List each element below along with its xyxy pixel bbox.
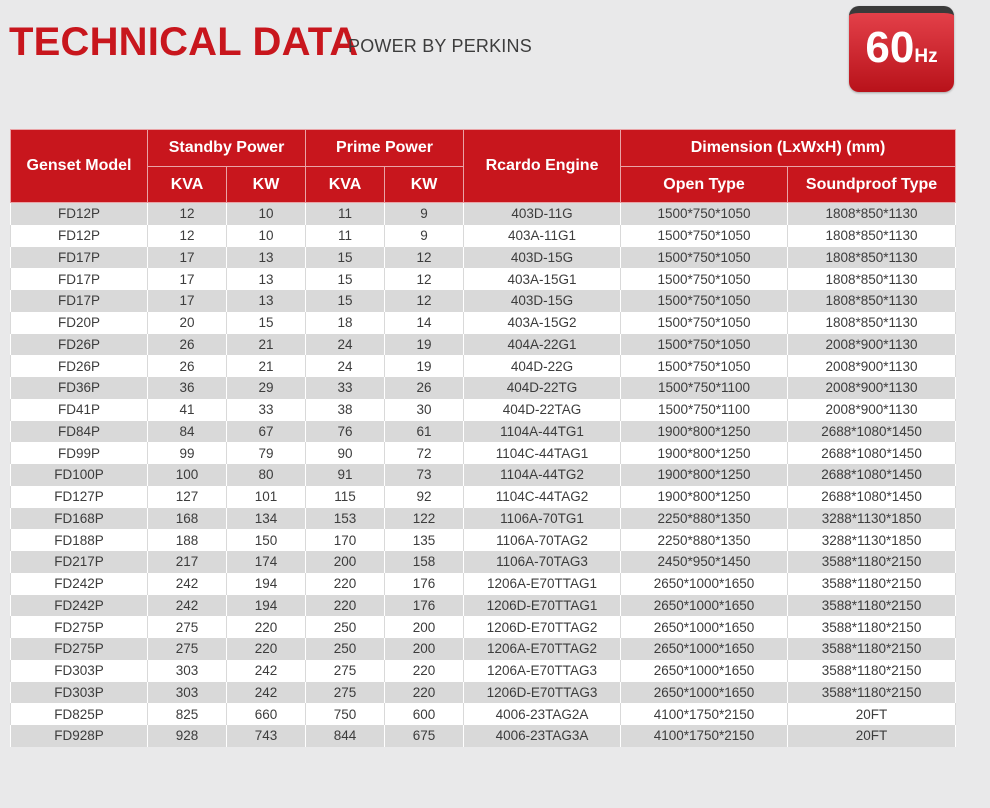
header-genset-model: Genset Model <box>11 130 148 203</box>
table-row <box>11 312 956 334</box>
cell-prime-kw: 92 <box>385 486 464 508</box>
cell-open-type: 1500*750*1050 <box>621 247 788 269</box>
cell-standby-kw: 29 <box>227 377 306 399</box>
cell-engine: 1106A-70TAG3 <box>464 551 621 573</box>
cell-standby-kw: 220 <box>227 616 306 638</box>
badge-number: 60 <box>865 23 915 72</box>
technical-data-table <box>10 129 956 747</box>
cell-prime-kva: 275 <box>306 682 385 704</box>
cell-standby-kva: 12 <box>148 225 227 247</box>
cell-open-type: 1500*750*1050 <box>621 312 788 334</box>
cell-model: FD41P <box>11 399 148 421</box>
cell-engine: 1104A-44TG2 <box>464 464 621 486</box>
cell-model: FD928P <box>11 725 148 747</box>
header-standby-kva: KVA <box>148 167 227 203</box>
cell-open-type: 1500*750*1050 <box>621 334 788 356</box>
cell-model: FD303P <box>11 682 148 704</box>
cell-prime-kw: 135 <box>385 529 464 551</box>
cell-open-type: 1900*800*1250 <box>621 486 788 508</box>
cell-engine: 403D-15G <box>464 290 621 312</box>
cell-open-type: 2450*950*1450 <box>621 551 788 573</box>
table-row <box>11 682 956 704</box>
cell-standby-kva: 20 <box>148 312 227 334</box>
cell-prime-kva: 844 <box>306 725 385 747</box>
cell-model: FD168P <box>11 508 148 530</box>
cell-engine: 404D-22TG <box>464 377 621 399</box>
cell-prime-kw: 30 <box>385 399 464 421</box>
cell-prime-kva: 750 <box>306 703 385 725</box>
cell-standby-kw: 13 <box>227 247 306 269</box>
cell-soundproof-type: 2688*1080*1450 <box>788 421 956 443</box>
cell-soundproof-type: 1808*850*1130 <box>788 247 956 269</box>
cell-standby-kw: 220 <box>227 638 306 660</box>
header-open-type: Open Type <box>621 167 788 203</box>
cell-open-type: 1500*750*1050 <box>621 290 788 312</box>
cell-standby-kva: 99 <box>148 442 227 464</box>
cell-model: FD217P <box>11 551 148 573</box>
cell-prime-kw: 600 <box>385 703 464 725</box>
cell-prime-kw: 26 <box>385 377 464 399</box>
cell-model: FD100P <box>11 464 148 486</box>
cell-soundproof-type: 3588*1180*2150 <box>788 573 956 595</box>
cell-model: FD303P <box>11 660 148 682</box>
cell-open-type: 2650*1000*1650 <box>621 616 788 638</box>
cell-model: FD242P <box>11 573 148 595</box>
table-row <box>11 529 956 551</box>
cell-model: FD12P <box>11 225 148 247</box>
cell-model: FD825P <box>11 703 148 725</box>
cell-standby-kw: 21 <box>227 355 306 377</box>
cell-standby-kw: 134 <box>227 508 306 530</box>
cell-engine: 403D-15G <box>464 247 621 269</box>
cell-prime-kw: 9 <box>385 225 464 247</box>
cell-standby-kva: 825 <box>148 703 227 725</box>
cell-prime-kva: 76 <box>306 421 385 443</box>
cell-model: FD17P <box>11 268 148 290</box>
cell-standby-kva: 303 <box>148 682 227 704</box>
cell-engine: 4006-23TAG3A <box>464 725 621 747</box>
cell-standby-kva: 242 <box>148 595 227 617</box>
table-row <box>11 377 956 399</box>
cell-model: FD26P <box>11 355 148 377</box>
cell-standby-kw: 13 <box>227 268 306 290</box>
cell-standby-kva: 928 <box>148 725 227 747</box>
cell-soundproof-type: 20FT <box>788 725 956 747</box>
cell-standby-kw: 80 <box>227 464 306 486</box>
cell-open-type: 2650*1000*1650 <box>621 682 788 704</box>
cell-standby-kva: 12 <box>148 203 227 225</box>
cell-standby-kw: 15 <box>227 312 306 334</box>
cell-prime-kw: 12 <box>385 290 464 312</box>
cell-soundproof-type: 2688*1080*1450 <box>788 464 956 486</box>
header-standby-kw: KW <box>227 167 306 203</box>
cell-standby-kva: 127 <box>148 486 227 508</box>
cell-standby-kw: 10 <box>227 203 306 225</box>
cell-soundproof-type: 3588*1180*2150 <box>788 682 956 704</box>
header-prime-kw: KW <box>385 167 464 203</box>
cell-standby-kva: 275 <box>148 616 227 638</box>
cell-standby-kw: 660 <box>227 703 306 725</box>
cell-standby-kva: 217 <box>148 551 227 573</box>
cell-soundproof-type: 1808*850*1130 <box>788 290 956 312</box>
table-row <box>11 703 956 725</box>
cell-standby-kw: 242 <box>227 682 306 704</box>
cell-standby-kva: 17 <box>148 247 227 269</box>
cell-prime-kw: 200 <box>385 616 464 638</box>
cell-soundproof-type: 1808*850*1130 <box>788 312 956 334</box>
cell-model: FD275P <box>11 616 148 638</box>
header-engine: Rcardo Engine <box>464 130 621 203</box>
cell-soundproof-type: 3588*1180*2150 <box>788 638 956 660</box>
cell-model: FD242P <box>11 595 148 617</box>
cell-model: FD12P <box>11 203 148 225</box>
cell-model: FD127P <box>11 486 148 508</box>
cell-open-type: 1500*750*1100 <box>621 377 788 399</box>
cell-engine: 1206D-E70TTAG1 <box>464 595 621 617</box>
cell-engine: 404A-22G1 <box>464 334 621 356</box>
cell-standby-kw: 13 <box>227 290 306 312</box>
cell-soundproof-type: 1808*850*1130 <box>788 268 956 290</box>
cell-soundproof-type: 2688*1080*1450 <box>788 442 956 464</box>
cell-soundproof-type: 2008*900*1130 <box>788 355 956 377</box>
table-row <box>11 508 956 530</box>
cell-prime-kw: 176 <box>385 595 464 617</box>
cell-prime-kw: 72 <box>385 442 464 464</box>
cell-prime-kva: 250 <box>306 616 385 638</box>
cell-engine: 1206A-E70TTAG1 <box>464 573 621 595</box>
cell-model: FD84P <box>11 421 148 443</box>
table-body <box>11 203 956 747</box>
cell-engine: 1104A-44TG1 <box>464 421 621 443</box>
cell-soundproof-type: 1808*850*1130 <box>788 203 956 225</box>
cell-model: FD275P <box>11 638 148 660</box>
cell-prime-kva: 115 <box>306 486 385 508</box>
cell-model: FD17P <box>11 247 148 269</box>
cell-engine: 403A-15G1 <box>464 268 621 290</box>
cell-soundproof-type: 2008*900*1130 <box>788 334 956 356</box>
cell-engine: 403A-15G2 <box>464 312 621 334</box>
table-row <box>11 595 956 617</box>
cell-soundproof-type: 3588*1180*2150 <box>788 616 956 638</box>
cell-prime-kw: 158 <box>385 551 464 573</box>
cell-standby-kw: 33 <box>227 399 306 421</box>
cell-open-type: 2250*880*1350 <box>621 508 788 530</box>
page-title: TECHNICAL DATA <box>9 20 359 64</box>
cell-engine: 1104C-44TAG1 <box>464 442 621 464</box>
table-row <box>11 551 956 573</box>
header-prime-power: Prime Power <box>306 130 464 167</box>
cell-standby-kva: 242 <box>148 573 227 595</box>
cell-engine: 1206D-E70TTAG2 <box>464 616 621 638</box>
cell-engine: 404D-22TAG <box>464 399 621 421</box>
cell-standby-kw: 242 <box>227 660 306 682</box>
cell-standby-kw: 194 <box>227 573 306 595</box>
cell-standby-kw: 101 <box>227 486 306 508</box>
cell-model: FD20P <box>11 312 148 334</box>
cell-prime-kva: 220 <box>306 573 385 595</box>
cell-prime-kw: 220 <box>385 660 464 682</box>
cell-prime-kva: 153 <box>306 508 385 530</box>
header-soundproof-type: Soundproof Type <box>788 167 956 203</box>
cell-prime-kw: 19 <box>385 334 464 356</box>
table-row <box>11 268 956 290</box>
cell-engine: 1206A-E70TTAG2 <box>464 638 621 660</box>
table-row <box>11 616 956 638</box>
cell-standby-kw: 10 <box>227 225 306 247</box>
cell-model: FD188P <box>11 529 148 551</box>
cell-soundproof-type: 3588*1180*2150 <box>788 551 956 573</box>
cell-prime-kva: 24 <box>306 355 385 377</box>
cell-prime-kw: 14 <box>385 312 464 334</box>
cell-prime-kw: 176 <box>385 573 464 595</box>
cell-prime-kva: 18 <box>306 312 385 334</box>
cell-prime-kw: 675 <box>385 725 464 747</box>
cell-prime-kw: 9 <box>385 203 464 225</box>
cell-model: FD36P <box>11 377 148 399</box>
table-row <box>11 725 956 747</box>
frequency-badge <box>849 6 954 92</box>
table-row <box>11 225 956 247</box>
cell-prime-kva: 250 <box>306 638 385 660</box>
cell-open-type: 2650*1000*1650 <box>621 595 788 617</box>
cell-standby-kva: 100 <box>148 464 227 486</box>
cell-model: FD26P <box>11 334 148 356</box>
header-prime-kva: KVA <box>306 167 385 203</box>
cell-open-type: 4100*1750*2150 <box>621 703 788 725</box>
cell-prime-kw: 122 <box>385 508 464 530</box>
cell-soundproof-type: 3588*1180*2150 <box>788 660 956 682</box>
cell-prime-kw: 220 <box>385 682 464 704</box>
cell-standby-kw: 67 <box>227 421 306 443</box>
cell-prime-kva: 38 <box>306 399 385 421</box>
cell-engine: 403D-11G <box>464 203 621 225</box>
cell-open-type: 1900*800*1250 <box>621 442 788 464</box>
cell-soundproof-type: 3288*1130*1850 <box>788 508 956 530</box>
cell-prime-kw: 12 <box>385 268 464 290</box>
cell-standby-kw: 150 <box>227 529 306 551</box>
cell-open-type: 1500*750*1050 <box>621 203 788 225</box>
cell-engine: 404D-22G <box>464 355 621 377</box>
cell-soundproof-type: 3288*1130*1850 <box>788 529 956 551</box>
table-row <box>11 247 956 269</box>
table-row <box>11 573 956 595</box>
cell-standby-kva: 168 <box>148 508 227 530</box>
cell-prime-kva: 91 <box>306 464 385 486</box>
cell-open-type: 4100*1750*2150 <box>621 725 788 747</box>
cell-standby-kw: 21 <box>227 334 306 356</box>
cell-standby-kva: 275 <box>148 638 227 660</box>
table-row <box>11 421 956 443</box>
cell-standby-kva: 188 <box>148 529 227 551</box>
cell-standby-kva: 84 <box>148 421 227 443</box>
cell-open-type: 1500*750*1050 <box>621 355 788 377</box>
cell-engine: 1106A-70TG1 <box>464 508 621 530</box>
cell-prime-kva: 200 <box>306 551 385 573</box>
cell-soundproof-type: 2688*1080*1450 <box>788 486 956 508</box>
badge-unit: Hz <box>914 46 938 67</box>
table-row <box>11 638 956 660</box>
header-standby-power: Standby Power <box>148 130 306 167</box>
cell-open-type: 1900*800*1250 <box>621 421 788 443</box>
cell-standby-kw: 194 <box>227 595 306 617</box>
cell-prime-kva: 170 <box>306 529 385 551</box>
cell-prime-kva: 15 <box>306 290 385 312</box>
cell-prime-kva: 24 <box>306 334 385 356</box>
cell-prime-kva: 15 <box>306 268 385 290</box>
table-row <box>11 464 956 486</box>
cell-prime-kw: 12 <box>385 247 464 269</box>
cell-prime-kw: 200 <box>385 638 464 660</box>
cell-prime-kva: 220 <box>306 595 385 617</box>
cell-model: FD17P <box>11 290 148 312</box>
cell-engine: 1104C-44TAG2 <box>464 486 621 508</box>
cell-prime-kw: 19 <box>385 355 464 377</box>
cell-soundproof-type: 2008*900*1130 <box>788 377 956 399</box>
cell-open-type: 1500*750*1100 <box>621 399 788 421</box>
cell-prime-kw: 61 <box>385 421 464 443</box>
cell-engine: 4006-23TAG2A <box>464 703 621 725</box>
cell-standby-kva: 36 <box>148 377 227 399</box>
table-row <box>11 355 956 377</box>
cell-prime-kva: 275 <box>306 660 385 682</box>
cell-open-type: 2250*880*1350 <box>621 529 788 551</box>
cell-standby-kva: 26 <box>148 355 227 377</box>
table-row <box>11 290 956 312</box>
cell-prime-kva: 11 <box>306 225 385 247</box>
cell-prime-kw: 73 <box>385 464 464 486</box>
page-subtitle: POWER BY PERKINS <box>348 36 532 56</box>
cell-engine: 1206A-E70TTAG3 <box>464 660 621 682</box>
table-row <box>11 203 956 225</box>
cell-engine: 1206D-E70TTAG3 <box>464 682 621 704</box>
table-row <box>11 334 956 356</box>
cell-open-type: 2650*1000*1650 <box>621 638 788 660</box>
cell-standby-kw: 174 <box>227 551 306 573</box>
cell-prime-kva: 90 <box>306 442 385 464</box>
cell-open-type: 1500*750*1050 <box>621 268 788 290</box>
cell-standby-kva: 41 <box>148 399 227 421</box>
cell-open-type: 1900*800*1250 <box>621 464 788 486</box>
cell-open-type: 1500*750*1050 <box>621 225 788 247</box>
cell-soundproof-type: 1808*850*1130 <box>788 225 956 247</box>
cell-open-type: 2650*1000*1650 <box>621 660 788 682</box>
cell-model: FD99P <box>11 442 148 464</box>
table-row <box>11 486 956 508</box>
cell-open-type: 2650*1000*1650 <box>621 573 788 595</box>
cell-soundproof-type: 20FT <box>788 703 956 725</box>
table-row <box>11 399 956 421</box>
cell-standby-kva: 17 <box>148 290 227 312</box>
cell-prime-kva: 15 <box>306 247 385 269</box>
table-row <box>11 660 956 682</box>
cell-standby-kva: 26 <box>148 334 227 356</box>
cell-standby-kw: 79 <box>227 442 306 464</box>
cell-standby-kw: 743 <box>227 725 306 747</box>
cell-engine: 403A-11G1 <box>464 225 621 247</box>
cell-prime-kva: 33 <box>306 377 385 399</box>
header-dimension: Dimension (LxWxH) (mm) <box>621 130 956 167</box>
cell-standby-kva: 303 <box>148 660 227 682</box>
cell-standby-kva: 17 <box>148 268 227 290</box>
table-row <box>11 442 956 464</box>
cell-soundproof-type: 2008*900*1130 <box>788 399 956 421</box>
cell-engine: 1106A-70TAG2 <box>464 529 621 551</box>
cell-soundproof-type: 3588*1180*2150 <box>788 595 956 617</box>
cell-prime-kva: 11 <box>306 203 385 225</box>
